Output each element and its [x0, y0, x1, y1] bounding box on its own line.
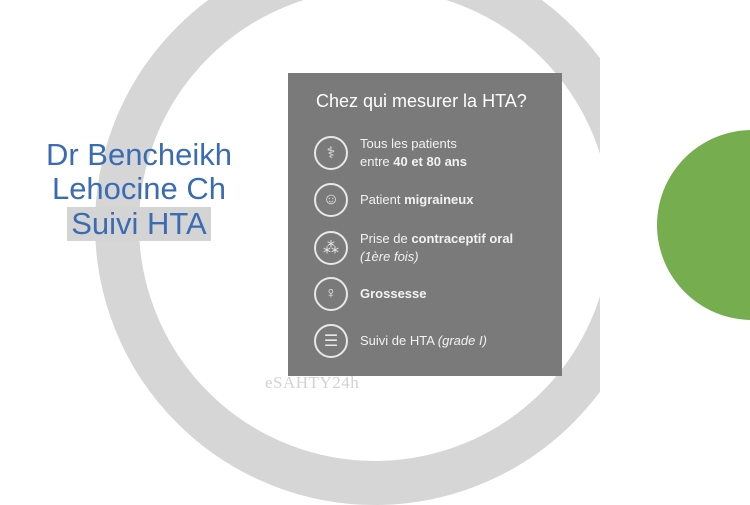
pill-pack-icon: ⁂ [314, 231, 348, 265]
author-name-line2: Lehocine Ch [51, 171, 227, 206]
watermark: eSAHTY24h [265, 373, 360, 392]
list-item [314, 183, 473, 217]
subject-label: Suivi HTA [67, 207, 211, 241]
list-item-text: Prise de contraceptif oral (1ère fois) [360, 231, 514, 264]
list-item-text: Grossesse [360, 286, 427, 301]
list-item-text: Suivi de HTA (grade I) [360, 333, 487, 348]
info-card [288, 73, 562, 376]
author-block [14, 138, 264, 241]
checklist-icon: ☰ [314, 324, 348, 358]
stethoscope-icon: ⚕ [314, 136, 348, 170]
list-item-text: Patient migraineux [360, 192, 474, 207]
pregnancy-icon: ♀ [314, 277, 348, 311]
list-item [314, 230, 513, 266]
list-item [314, 324, 487, 358]
author-name-line1: Dr Bencheikh [45, 137, 233, 172]
list-item [314, 277, 427, 311]
list-item-text: Tous les patients entre 40 et 80 ans [360, 136, 467, 169]
head-migraine-icon: ☺ [314, 183, 348, 217]
list-item [314, 135, 467, 171]
card-title: Chez qui mesurer la HTA? [316, 91, 527, 111]
